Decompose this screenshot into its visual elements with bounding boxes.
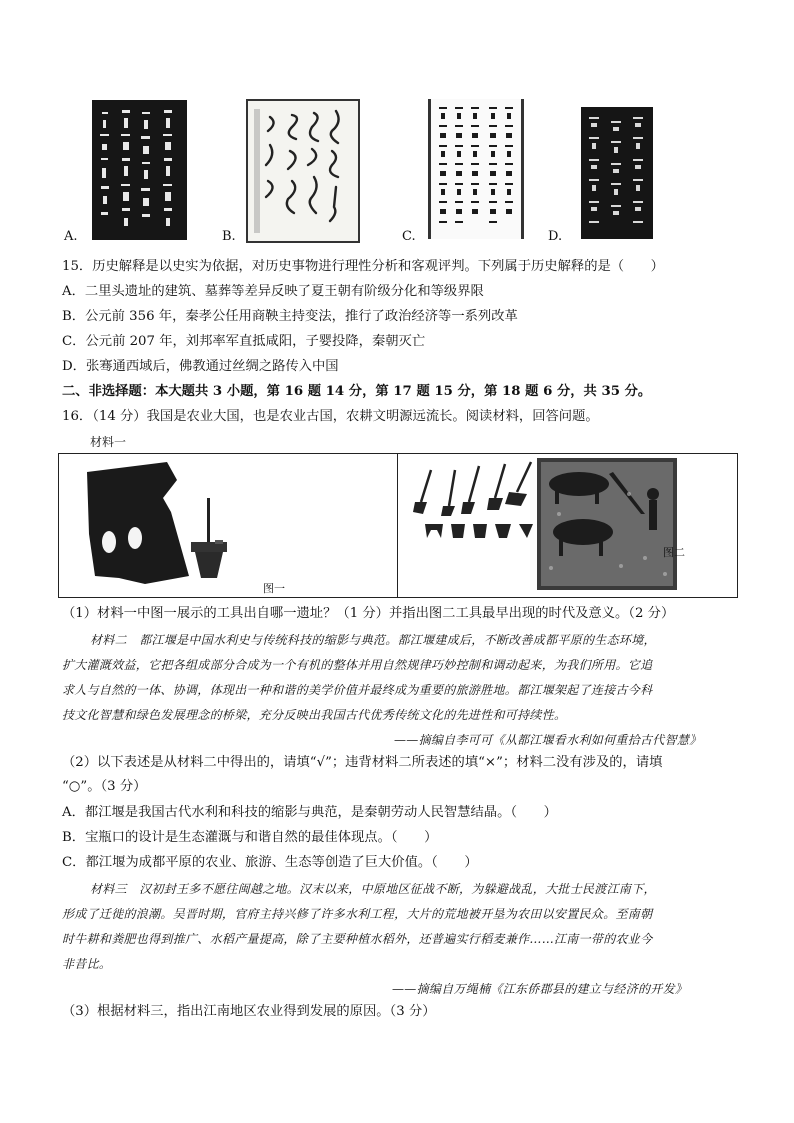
- material2-line-3: 求人与自然的一体、协调，体现出一种和谐的美学价值并最终成为重要的旅游胜地。都江堰架起了连接古今科: [62, 683, 653, 697]
- material3-line-2: 形成了迁徙的浪潮。吴晋时期，官府主持兴修了许多水利工程，大片的荒地被开垦为农田以安置民众。至南朝: [62, 907, 653, 921]
- calligraphy-image-c: [428, 99, 524, 239]
- q15-option-b: B．公元前 356 年，秦孝公任用商鞅主持变法，推行了政治经济等一系列改革: [62, 309, 518, 324]
- figure2-iron-tools-oxen-plowing-image: [409, 454, 737, 597]
- q16-stem: 16．（14 分）我国是农业大国，也是农业古国，农耕文明源远流长。阅读材料，回答问题。: [62, 409, 599, 424]
- material1-label: 材料一: [90, 435, 127, 449]
- section2-heading: 二、非选择题：本大题共 3 小题，第 16 题 14 分，第 17 题 15 分，第 18 题 6 分，共 35 分。: [62, 384, 652, 399]
- q16-sub2-item-b: B．宝瓶口的设计是生态灌溉与和谐自然的最佳体现点。（ ）: [62, 830, 438, 845]
- option-d-label: D.: [548, 229, 563, 244]
- regular-script-strokes-c: [431, 99, 521, 239]
- q16-sub3: （3）根据材料三，指出江南地区农业得到发展的原因。（3 分）: [62, 1004, 436, 1019]
- material2-source: ——摘编自李可可《从都江堰看水利如何重拾古代智慧》: [394, 733, 702, 747]
- material3-line-4: 非昔比。: [62, 957, 112, 971]
- clerical-script-strokes-d: [581, 107, 653, 239]
- cursive-strokes-b: [248, 101, 358, 241]
- calligraphy-image-d: [581, 107, 653, 239]
- calligraphy-image-a: [92, 100, 187, 240]
- material2-line-4: 技文化智慧和绿色发展理念的桥梁，充分反映出我国古代优秀传统文化的先进性和可持续性。: [62, 708, 567, 722]
- material2-line-2: 扩大灌溉效益，它把各组成部分合成为一个有机的整体并用自然规律巧妙控制和调动起来，为我们所用。它追: [62, 658, 653, 672]
- q15-option-a: A．二里头遗址的建筑、墓葬等差异反映了夏王朝有阶级分化和等级界限: [62, 284, 484, 299]
- q16-sub1: （1）材料一中图一展示的工具出自哪一遗址？（1 分）并指出图二工具最早出现的时代及意义。（2 分）: [62, 606, 675, 621]
- figure-divider: [397, 454, 398, 597]
- option-b-label: B.: [222, 229, 236, 244]
- calligraphy-image-b: [246, 99, 360, 243]
- material3-line-1: 材料三 汉初封王多不愿往闽越之地。汉末以来，中原地区征战不断，为躲避战乱，大批士民渡江南下，: [90, 882, 656, 896]
- figure1-bone-spade-image: [59, 454, 397, 597]
- material2-line-1: 材料二 都江堰是中国水利史与传统科技的缩影与典范。都江堰建成后，不断改善成都平原的生态环境，: [90, 633, 656, 647]
- material1-figure-box: [58, 453, 738, 598]
- material3-line-3: 时牛耕和粪肥也得到推广、水稻产量提高，除了主要种植水稻外，还普遍实行稻麦兼作……江南一带的农业今: [62, 932, 653, 946]
- figure2-label: 图二: [663, 546, 685, 559]
- q16-sub2-line1: （2）以下表述是从材料二中得出的，请填“√”；违背材料二所表述的填“×”；材料二没有涉及的，请填: [62, 755, 663, 770]
- q16-sub2-item-c: C．都江堰为成都平原的农业、旅游、生态等创造了巨大价值。（ ）: [62, 855, 478, 870]
- q15-option-d: D．张骞通西域后，佛教通过丝绸之路传入中国: [62, 359, 339, 374]
- option-a-label: A.: [64, 229, 78, 244]
- q15-stem: 15．历史解释是以史实为依据，对历史事物进行理性分析和客观评判。下列属于历史解释的是（ ）: [62, 259, 664, 274]
- material3-source: ——摘编自万绳楠《江东侨郡县的建立与经济的开发》: [392, 982, 688, 996]
- rubbing-strokes-a: [92, 100, 187, 240]
- q15-option-c: C．公元前 207 年，刘邦率军直抵咸阳，子婴投降，秦朝灭亡: [62, 334, 426, 349]
- figure1-label: 图一: [263, 582, 285, 595]
- q16-sub2-line2: “○”。（3 分）: [62, 779, 147, 794]
- option-c-label: C.: [402, 229, 416, 244]
- q16-sub2-item-a: A．都江堰是我国古代水利和科技的缩影与典范，是秦朝劳动人民智慧结晶。（ ）: [62, 805, 557, 820]
